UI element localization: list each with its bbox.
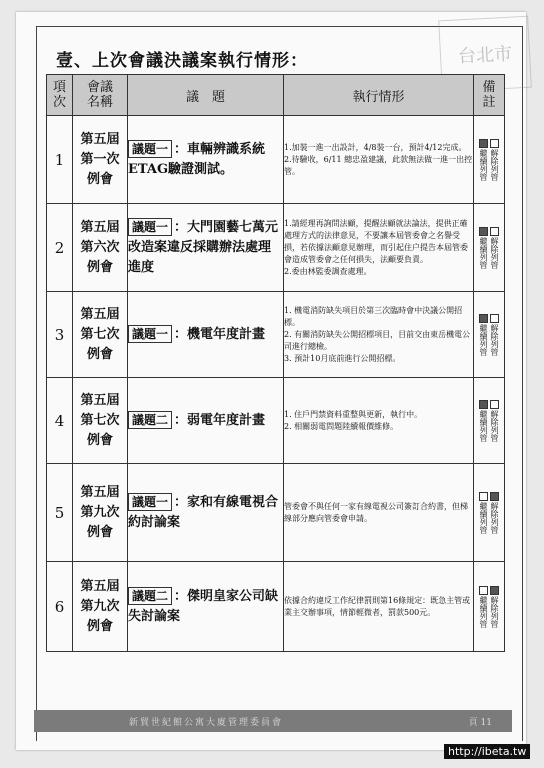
- status-option-continue: [479, 314, 488, 356]
- meeting-name-line: 例會: [86, 346, 113, 362]
- row-number: 4: [47, 378, 73, 464]
- meeting-name-line: 例會: [86, 618, 113, 634]
- status-label: 繼續列管: [479, 148, 488, 181]
- row-number: 6: [47, 562, 73, 652]
- meeting-name: [73, 562, 128, 652]
- meeting-name-line: 第五屆: [80, 219, 120, 235]
- meeting-name-line: 第五屆: [80, 306, 120, 322]
- checked-box-icon: [490, 492, 499, 501]
- topic-text: ：機電年度計畫: [174, 326, 266, 342]
- table-row: [47, 292, 505, 378]
- execution-line: 依據合約違反工作紀律罰則第16條規定：既急主管或業主交辦事項，情節輕微者，罰款500元。: [284, 595, 471, 617]
- footer-page-number: 頁 11: [468, 717, 492, 728]
- empty-box-icon: [490, 139, 499, 148]
- execution-status-cell: [284, 378, 474, 464]
- status-option-release: [490, 227, 499, 269]
- meeting-name-line: 第五屆: [80, 392, 120, 408]
- remark-cell: [474, 116, 505, 204]
- footer-org: 新貿世紀館公寓大廈管理委員會: [129, 717, 284, 728]
- remark-cell: [474, 562, 505, 652]
- topic-cell: [128, 378, 284, 464]
- meeting-name-line: 第九次: [80, 504, 120, 520]
- section-heading: 壹、上次會議決議案執行情形：: [56, 51, 308, 71]
- empty-box-icon: [490, 400, 499, 409]
- empty-box-icon: [479, 586, 488, 595]
- meeting-name-line: 例會: [86, 171, 113, 187]
- execution-status-cell: [284, 464, 474, 562]
- status-label: 繼續列管: [479, 323, 488, 356]
- meeting-name: [73, 292, 128, 378]
- topic-cell: [128, 116, 284, 204]
- remark-cell: [474, 378, 505, 464]
- status-option-release: [490, 314, 499, 356]
- row-number: 5: [47, 464, 73, 562]
- execution-line: 2. 有關消防缺失公開招標項目，目前交由東岳機電公司進行總檢。: [284, 329, 471, 351]
- topic-text: ：家和有線電視合約討論案: [128, 494, 279, 530]
- status-label: 繼續列管: [479, 501, 488, 534]
- site-watermark: http://ibeta.tw: [444, 744, 530, 759]
- meeting-name: [73, 116, 128, 204]
- meeting-name-line: 例會: [86, 259, 113, 275]
- meeting-name-line: 第六次: [80, 239, 120, 255]
- status-label: 繼續列管: [479, 409, 488, 442]
- meeting-name-line: 第七次: [80, 326, 120, 342]
- table-header-row: [47, 75, 505, 116]
- status-option-release: [490, 139, 499, 181]
- meeting-name-line: 第一次: [80, 151, 120, 167]
- topic-cell: [128, 464, 284, 562]
- official-stamp: 台北市: [438, 16, 532, 93]
- page-footer: [34, 710, 512, 732]
- status-option-continue: [479, 227, 488, 269]
- row-number: 2: [47, 204, 73, 292]
- status-option-continue: [479, 586, 488, 628]
- status-label: 解除列管: [490, 501, 499, 534]
- execution-line: 2.待驗收，6/11 總忠盈建議，此款無法做一進一出控管。: [284, 154, 473, 176]
- status-label: 解除列管: [490, 236, 499, 269]
- execution-line: 1.加裝一進一出設計，4/8裝一台，預計4/12完成。: [284, 142, 467, 152]
- topic-tag: 議題一: [128, 325, 172, 343]
- meeting-name-line: 第五屆: [80, 131, 120, 147]
- execution-status-cell: [284, 204, 474, 292]
- meeting-name-line: 例會: [86, 432, 113, 448]
- meeting-name: [73, 378, 128, 464]
- row-number: 3: [47, 292, 73, 378]
- meeting-name-line: 第五屆: [80, 578, 120, 594]
- meeting-name: [73, 204, 128, 292]
- meeting-name-line: 第五屆: [80, 484, 120, 500]
- table-row: [47, 116, 505, 204]
- status-option-release: [490, 586, 499, 628]
- table-row: [47, 204, 505, 292]
- execution-line: 2. 相關弱電問題陸續報價維修。: [284, 421, 399, 431]
- meeting-name-line: 例會: [86, 524, 113, 540]
- status-option-continue: [479, 492, 488, 534]
- execution-line: 1.請經理再詢問法顧，提醒法顧就法論法，提供正確處理方式的法律意見，不要讓本屆管委會之名譽受損，若依據法顧意見辦理，而引起住户提告本屆管委會造成管委會之任何損失，法顧要負責。: [284, 218, 468, 264]
- checked-box-icon: [479, 139, 488, 148]
- status-label: 繼續列管: [479, 236, 488, 269]
- status-option-release: [490, 492, 499, 534]
- empty-box-icon: [490, 314, 499, 323]
- status-option-release: [490, 400, 499, 442]
- execution-line: 2.委由林監委調查處理。: [284, 266, 372, 276]
- execution-line: 3. 預計10月底前進行公開招標。: [284, 353, 401, 363]
- status-label: 解除列管: [490, 148, 499, 181]
- topic-cell: [128, 204, 284, 292]
- checked-box-icon: [479, 314, 488, 323]
- col-header-no: 項 次: [47, 75, 73, 116]
- execution-status-cell: [284, 562, 474, 652]
- col-header-topic: 議 題: [128, 75, 284, 116]
- col-header-remark: 備 註: [474, 75, 505, 116]
- execution-line: 1. 機電消防缺失項目於第三次臨時會中決議公開招標。: [284, 305, 463, 327]
- resolution-table: [46, 74, 505, 652]
- topic-text: ：車輛辨識系統ETAG驗證測試。: [128, 141, 266, 177]
- topic-tag: 議題一: [128, 140, 172, 158]
- status-label: 解除列管: [490, 409, 499, 442]
- checked-box-icon: [479, 400, 488, 409]
- status-option-continue: [479, 400, 488, 442]
- col-header-meeting: 會議 名稱: [73, 75, 128, 116]
- status-label: 解除列管: [490, 323, 499, 356]
- empty-box-icon: [479, 492, 488, 501]
- topic-cell: [128, 562, 284, 652]
- table-row: [47, 378, 505, 464]
- status-option-continue: [479, 139, 488, 181]
- checked-box-icon: [490, 586, 499, 595]
- remark-cell: [474, 292, 505, 378]
- meeting-name-line: 第九次: [80, 598, 120, 614]
- status-label: 繼續列管: [479, 595, 488, 628]
- table-row: [47, 562, 505, 652]
- topic-tag: 議題一: [128, 493, 172, 511]
- row-number: 1: [47, 116, 73, 204]
- execution-status-cell: [284, 292, 474, 378]
- topic-tag: 議題二: [128, 587, 172, 605]
- topic-tag: 議題二: [128, 411, 172, 429]
- execution-line: 管委會不與任何一家有線電視公司簽訂合約書，但梯線部分應向管委會申請。: [284, 501, 468, 523]
- meeting-name: [73, 464, 128, 562]
- execution-status-cell: [284, 116, 474, 204]
- topic-tag: 議題一: [128, 218, 172, 236]
- execution-line: 1. 住戶門禁資料重整與更新，執行中。: [284, 409, 423, 419]
- checked-box-icon: [479, 227, 488, 236]
- topic-cell: [128, 292, 284, 378]
- meeting-name-line: 第七次: [80, 412, 120, 428]
- remark-cell: [474, 464, 505, 562]
- topic-text: ：弱電年度計畫: [174, 412, 266, 428]
- topic-text: ：傑明皇家公司缺失討論案: [128, 588, 279, 624]
- topic-text: ：大門園藝七萬元改造案違反採購辦法處理進度: [128, 219, 279, 275]
- table-row: [47, 464, 505, 562]
- empty-box-icon: [490, 227, 499, 236]
- status-label: 解除列管: [490, 595, 499, 628]
- remark-cell: [474, 204, 505, 292]
- col-header-exec: 執行情形: [284, 75, 474, 116]
